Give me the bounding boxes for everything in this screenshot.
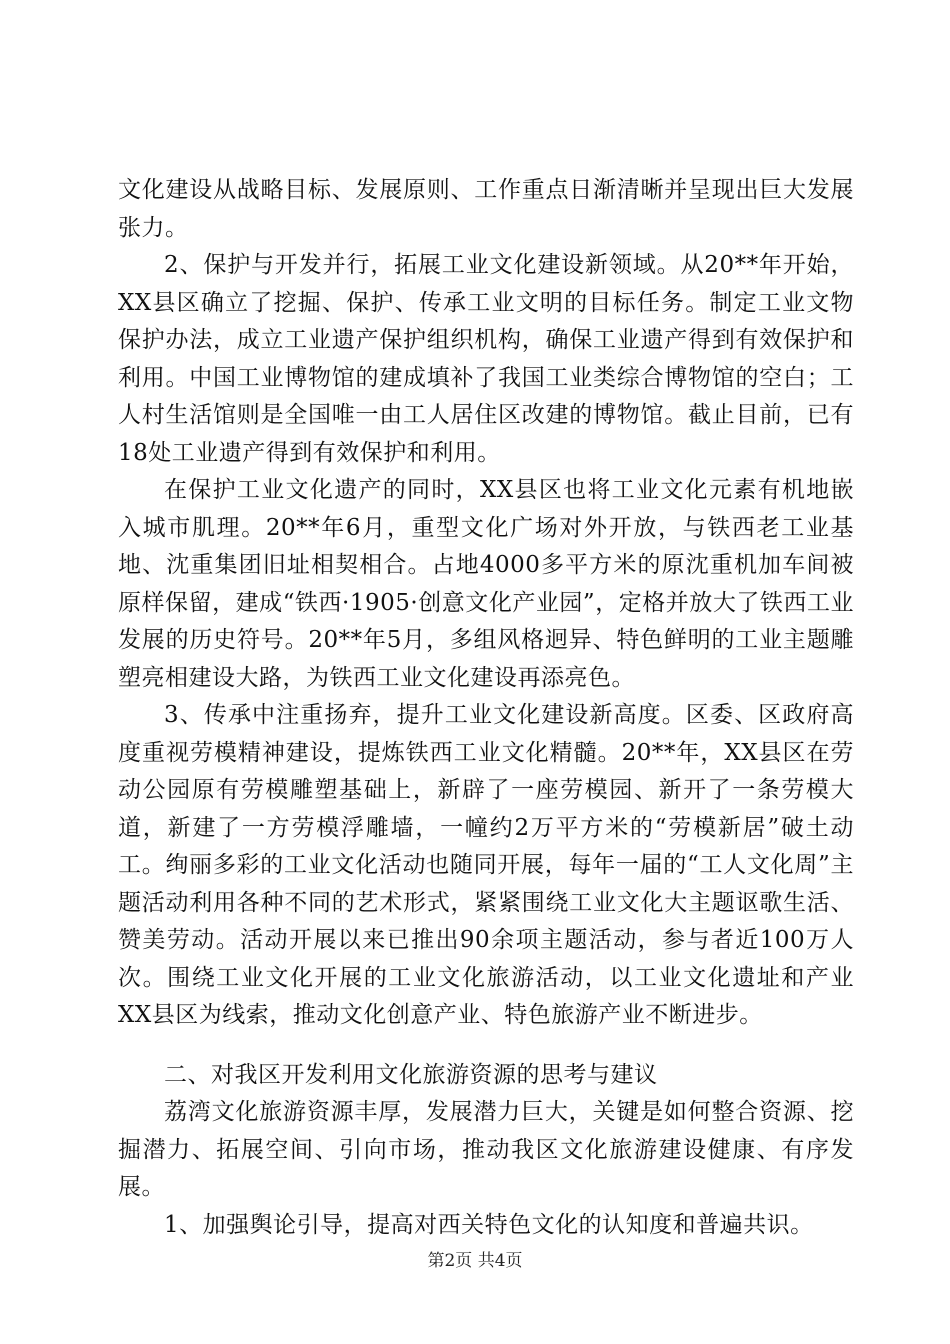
paragraph-liwan-intro: 荔湾文化旅游资源丰厚，发展潜力巨大，关键是如何整合资源、挖掘潜力、拓展空间、引向市场，推动我区文化旅游建设健康、有序发展。	[118, 1099, 854, 1200]
paragraph-item-1: 1、加强舆论引导，提高对西关特色文化的认知度和普遍共识。	[164, 1211, 814, 1238]
document-body	[118, 172, 854, 1244]
paragraph-heritage-city: 在保护工业文化遗产的同时，XX县区也将工业文化元素有机地嵌入城市肌理。20**年6月，重型文化广场对外开放，与铁西老工业基地、沈重集团旧址相契相合。占地4000多平方米的原沈重机加车间被原样保留，建成“铁西·1905·创意文化产业园”，定格并放大了铁西工业发展的历史符号。20**年5月，多组风格迥异、特色鲜明的工业主题雕塑亮相建设大路，为铁西工业文化建设再添亮色。	[118, 477, 854, 691]
section-heading-2: 二、对我区开发利用文化旅游资源的思考与建议	[164, 1061, 658, 1088]
paragraph-spacer	[118, 1035, 854, 1057]
page-number-footer: 第2页 共4页	[427, 1251, 523, 1271]
paragraph-section-3: 3、传承中注重扬弃，提升工业文化建设新高度。区委、区政府高度重视劳模精神建设，提炼铁西工业文化精髓。20**年，XX县区在劳动公园原有劳模雕塑基础上，新辟了一座劳模园、新开了一条劳模大道，新建了一方劳模浮雕墙，一幢约2万平方米的“劳模新居”破土动工。绚丽多彩的工业文化活动也随同开展，每年一届的“工人文化周”主题活动利用各种不同的艺术形式，紧紧围绕工业文化大主题讴歌生活、赞美劳动。活动开展以来已推出90余项主题活动，参与者近100万人次。围绕工业文化开展的工业文化旅游活动，以工业文化遗址和产业XX县区为线索，推动文化创意产业、特色旅游产业不断进步。	[118, 702, 854, 1028]
paragraph-continuation: 文化建设从战略目标、发展原则、工作重点日渐清晰并呈现出巨大发展张力。	[118, 177, 854, 241]
paragraph-section-2: 2、保护与开发并行，拓展工业文化建设新领域。从20**年开始，XX县区确立了挖掘、保护、传承工业文明的目标任务。制定工业文物保护办法，成立工业遗产保护组织机构，确保工业遗产得到有效保护和利用。中国工业博物馆的建成填补了我国工业类综合博物馆的空白；工人村生活馆则是全国唯一由工人居住区改建的博物馆。截止目前，已有18处工业遗产得到有效保护和利用。	[118, 252, 854, 466]
